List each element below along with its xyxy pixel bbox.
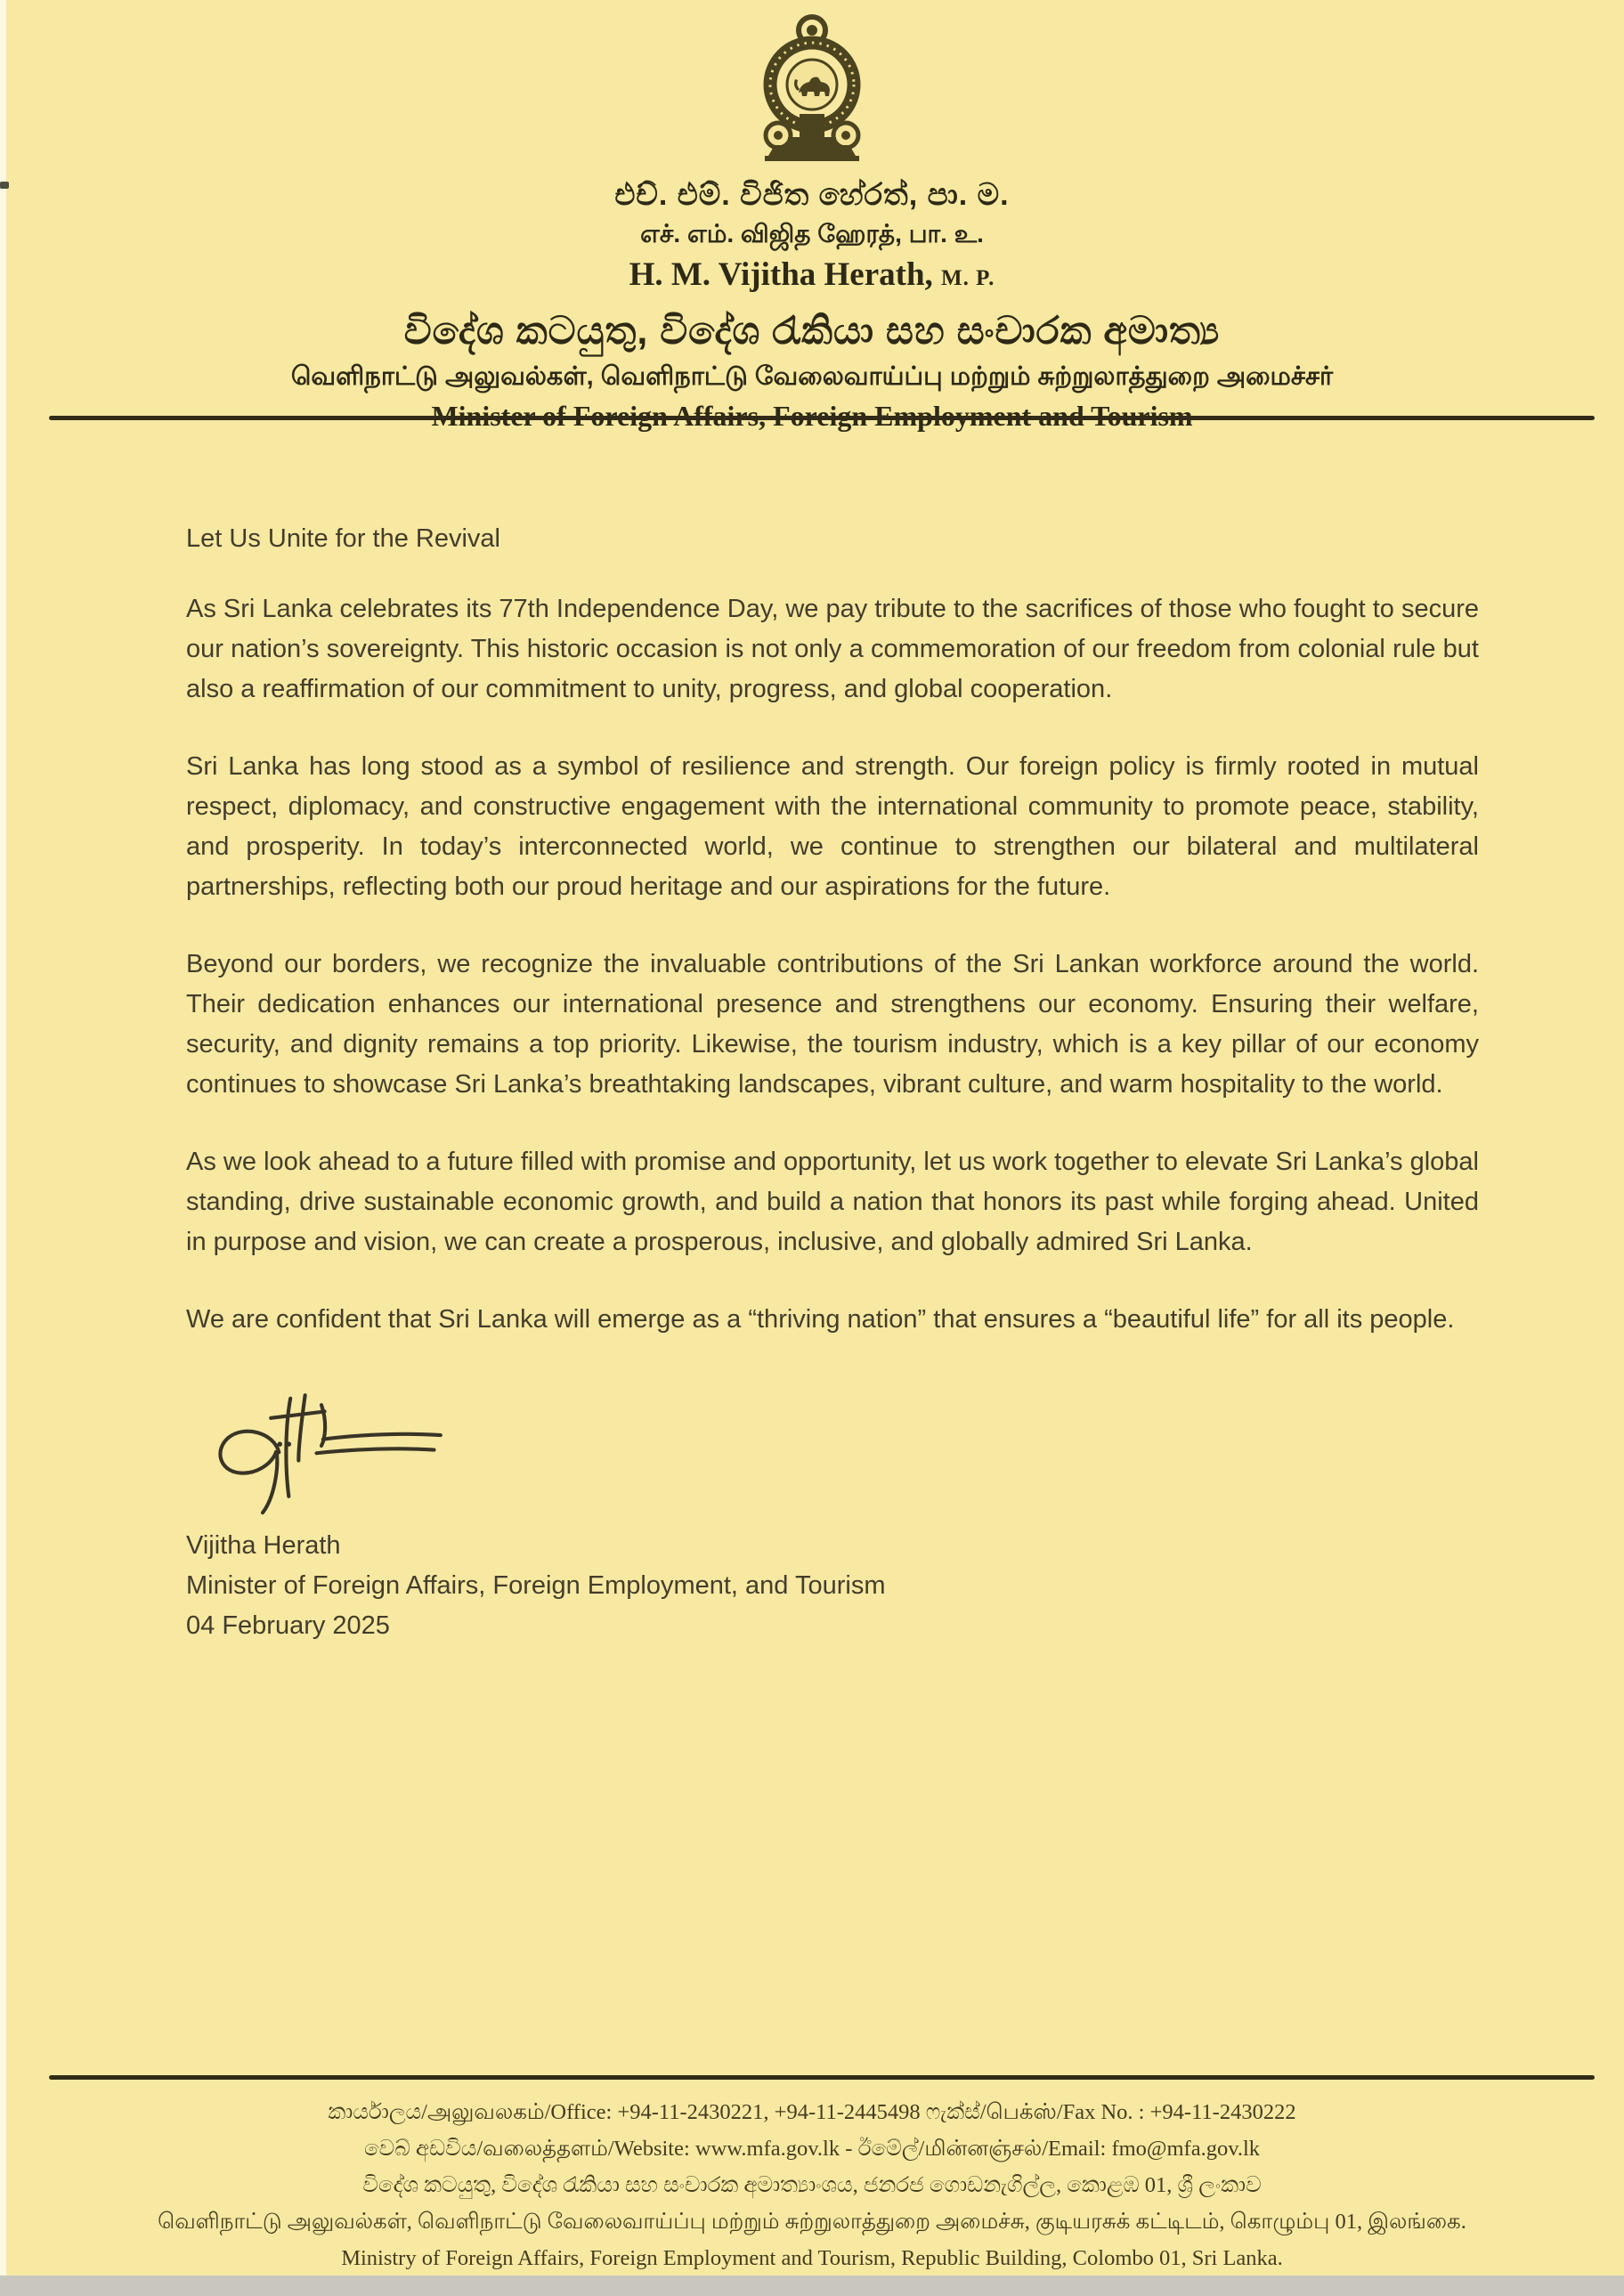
footer-office-phone-line: කාර්යාලය/அலுவலகம்/Office: +94-11-2430221, +94-11-2445498 ෆැක්ස්/பெக்ஸ்/Fax No. : +94-11-2430222 — [328, 2100, 1296, 2124]
scanner-background-bar — [0, 2276, 1624, 2296]
footer-address-sinhala: විදේශ කටයුතු, විදේශ රැකියා සහ සංචාරක අමාත්‍යාංශය, ජනරජ ගොඩනැගිල්ල, කොළඹ 01, ශ්‍රී ලංකාව — [362, 2173, 1262, 2197]
footer-address-tamil: வெளிநாட்டு அலுவல்கள், வெளிநாட்டு வேலைவாய்ப்பு மற்றும் சுற்றுலாத்துறை அமைச்சு, குடியரசுக் கட்டிடம், கொழும்பு 01, இலங்கை. — [158, 2210, 1466, 2234]
letter-title: Let Us Unite for the Revival — [186, 524, 500, 553]
minister-name-english — [0, 256, 1624, 294]
letter-paragraph: Beyond our borders, we recognize the invaluable contributions of the Sri Lankan workforce around the world. Their dedication enhances our international presence and strengthens our economy. Ensuring their welfare, security, and dignity remains a top priority. Likewise, the tourism industry, which is a key pillar of our economy continues to showcase Sri Lanka’s breathtaking landscapes, vibrant culture, and warm hospitality to the world. — [186, 950, 1479, 1099]
footer-website-email-line: වෙබ් අඩවිය/வலைத்தளம்/Website: www.mfa.gov.lk - ඊමේල්/மின்னஞ்சல்/Email: fmo@mfa.gov.lk — [363, 2137, 1261, 2161]
ministry-title-sinhala: විදේශ කටයුතු, විදේශ රැකියා සහ සංචාරක අමාත්‍ය — [403, 310, 1221, 353]
minister-name-english-main: H. M. Vijitha Herath, — [629, 256, 933, 293]
footer-contact-block — [0, 2094, 1624, 2276]
minister-name-english-suffix: M. P. — [941, 266, 995, 290]
footer-address-english: Ministry of Foreign Affairs, Foreign Employment and Tourism, Republic Building, Colombo 01, Sri Lanka. — [341, 2246, 1283, 2270]
signature — [193, 1377, 1479, 1524]
letter-paragraph: As Sri Lanka celebrates its 77th Independence Day, we pay tribute to the sacrifices of those who fought to secure our nation’s sovereignty. This historic occasion is not only a commemoration of our freedom from colonial rule but also a reaffirmation of our commitment to unity, progress, and global cooperation. — [186, 595, 1479, 703]
letter-paragraph: As we look ahead to a future filled with promise and opportunity, let us work together to elevate Sri Lanka’s global standing, drive sustainable economic growth, and build a nation that honors its past while forging ahead. United in purpose and vision, we can create a prosperous, inclusive, and globally admired Sri Lanka. — [186, 1148, 1479, 1256]
minister-name-tamil: எச். எம். விஜித ஹேரத், பா. உ. — [640, 220, 984, 247]
letter-date: 04 February 2025 — [186, 1611, 390, 1640]
letter-paragraph: We are confident that Sri Lanka will emerge as a “thriving nation” that ensures a “beautiful life” for all its people. — [186, 1305, 1455, 1334]
letterhead — [0, 11, 1624, 433]
letter-body — [186, 519, 1479, 1646]
minister-name-sinhala: එච්. එම්. විජිත හේරත්, පා. ම. — [614, 178, 1010, 212]
sri-lanka-emblem-icon — [0, 11, 1624, 164]
signer-name: Vijitha Herath — [186, 1531, 341, 1560]
letterhead-divider — [49, 416, 1595, 420]
ministry-title-tamil: வெளிநாட்டு அலுவல்கள், வெளிநாட்டு வேலைவாய்ப்பு மற்றும் சுற்றுலாத்துறை அமைச்சர் — [290, 362, 1334, 391]
signer-title: Minister of Foreign Affairs, Foreign Employment, and Tourism — [186, 1571, 886, 1600]
letter-paragraph: Sri Lanka has long stood as a symbol of resilience and strength. Our foreign policy is firmly rooted in mutual respect, diplomacy, and constructive engagement with the international community to promote peace, stability, and prosperity. In today’s interconnected world, we continue to strengthen our bilateral and multilateral partnerships, reflecting both our proud heritage and our aspirations for the future. — [186, 752, 1479, 901]
footer-divider — [49, 2075, 1595, 2080]
